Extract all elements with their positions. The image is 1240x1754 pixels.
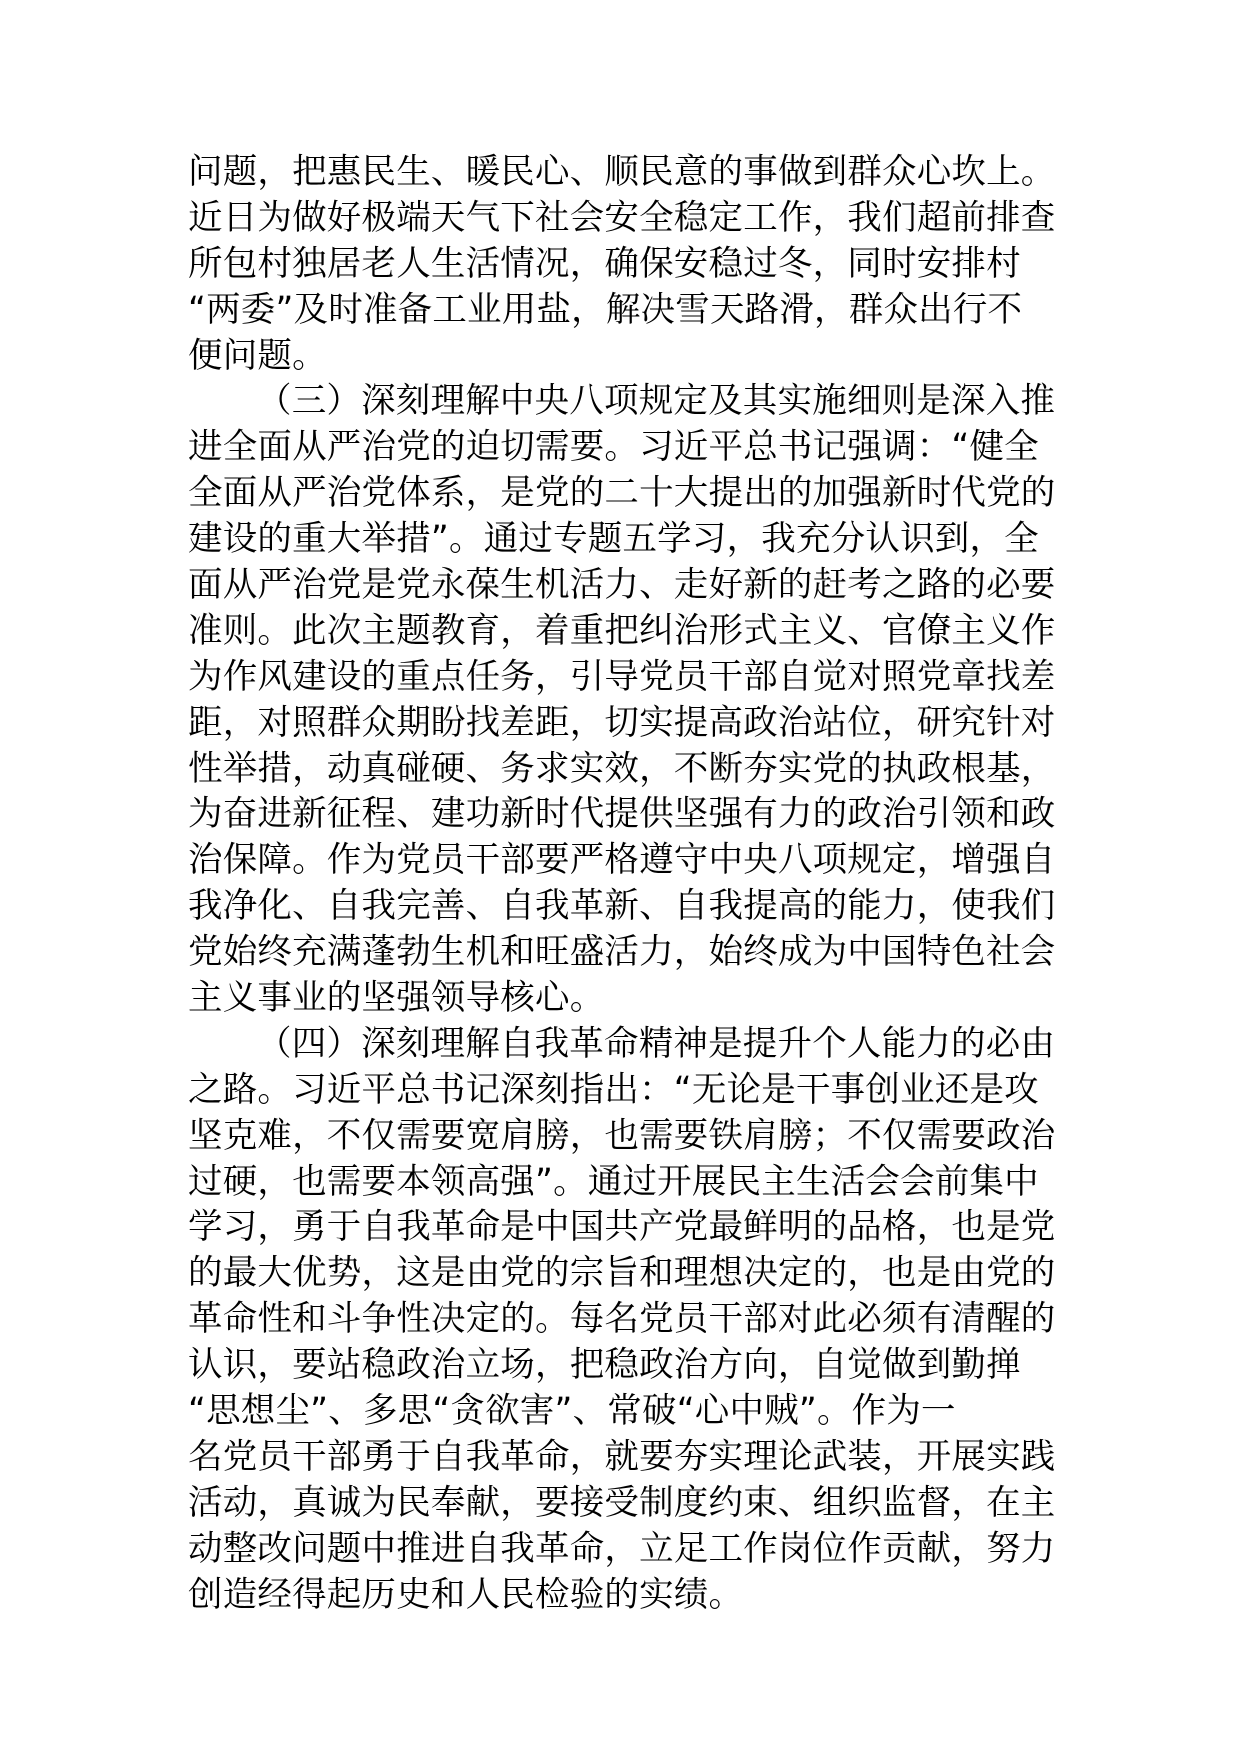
text-line: 准则。此次主题教育，着重把纠治形式主义、官僚主义作: [188, 610, 1056, 651]
text-line: 我净化、自我完善、自我革新、自我提高的能力，使我们: [188, 886, 1056, 927]
document-body: [188, 150, 1068, 1619]
text-line: 建设的重大举措”。通过专题五学习，我充分认识到，全: [188, 519, 1039, 560]
section-four-heading-line: （四）深刻理解自我革命精神是提升个人能力的必由: [257, 1023, 1056, 1064]
text-line: 动整改问题中推进自我革命，立足工作岗位作贡献，努力: [188, 1528, 1056, 1569]
text-line: 治保障。作为党员干部要严格遵守中央八项规定，增强自: [188, 840, 1056, 881]
section-three-heading-line: （三）深刻理解中央八项规定及其实施细则是深入推: [257, 381, 1056, 422]
text-line: 学习，勇于自我革命是中国共产党最鲜明的品格，也是党: [188, 1207, 1056, 1248]
text-line: 之路。习近平总书记深刻指出：“无论是干事创业还是攻: [188, 1069, 1039, 1110]
text-line: 革命性和斗争性决定的。每名党员干部对此必须有清醒的: [188, 1299, 1056, 1340]
text-line: 为奋进新征程、建功新时代提供坚强有力的政治引领和政: [188, 794, 1056, 835]
text-line: 为作风建设的重点任务，引导党员干部自觉对照党章找差: [188, 656, 1056, 697]
text-line: 名党员干部勇于自我革命，就要夯实理论武装，开展实践: [188, 1436, 1056, 1477]
text-line: 全面从严治党体系，是党的二十大提出的加强新时代党的: [188, 473, 1056, 514]
text-line: 问题，把惠民生、暖民心、顺民意的事做到群众心坎上。: [188, 152, 1056, 192]
text-line: 的最大优势，这是由党的宗旨和理想决定的，也是由党的: [188, 1253, 1056, 1294]
text-line: 认识，要站稳政治立场，把稳政治方向，自觉做到勤掸: [188, 1345, 1021, 1386]
text-line: “思想尘”、多思“贪欲害”、常破“心中贼”。作为一: [188, 1391, 956, 1432]
text-line: 便问题。: [188, 335, 327, 376]
text-line: 性举措，动真碰硬、务求实效，不断夯实党的执政根基，: [188, 748, 1056, 789]
text-line: 坚克难，不仅需要宽肩膀，也需要铁肩膀；不仅需要政治: [188, 1115, 1056, 1156]
text-line: 进全面从严治党的迫切需要。习近平总书记强调：“健全: [188, 427, 1039, 468]
text-line: 近日为做好极端天气下社会安全稳定工作，我们超前排查: [188, 197, 1056, 238]
text-line: 距，对照群众期盼找差距，切实提高政治站位，研究针对: [188, 702, 1056, 743]
text-line: 活动，真诚为民奉献，要接受制度约束、组织监督，在主: [188, 1482, 1056, 1523]
text-line: 主义事业的坚强领导核心。: [188, 978, 605, 1019]
text-line: 过硬，也需要本领高强”。通过开展民主生活会会前集中: [188, 1161, 1039, 1202]
text-line: 面从严治党是党永葆生机活力、走好新的赶考之路的必要: [188, 565, 1056, 606]
text-line: 创造经得起历史和人民检验的实绩。: [188, 1574, 744, 1615]
text-line: 所包村独居老人生活情况，确保安稳过冬，同时安排村: [188, 243, 1021, 284]
text-line: “两委”及时准备工业用盐，解决雪天路滑，群众出行不: [188, 289, 1023, 330]
text-line: 党始终充满蓬勃生机和旺盛活力，始终成为中国特色社会: [188, 932, 1056, 973]
